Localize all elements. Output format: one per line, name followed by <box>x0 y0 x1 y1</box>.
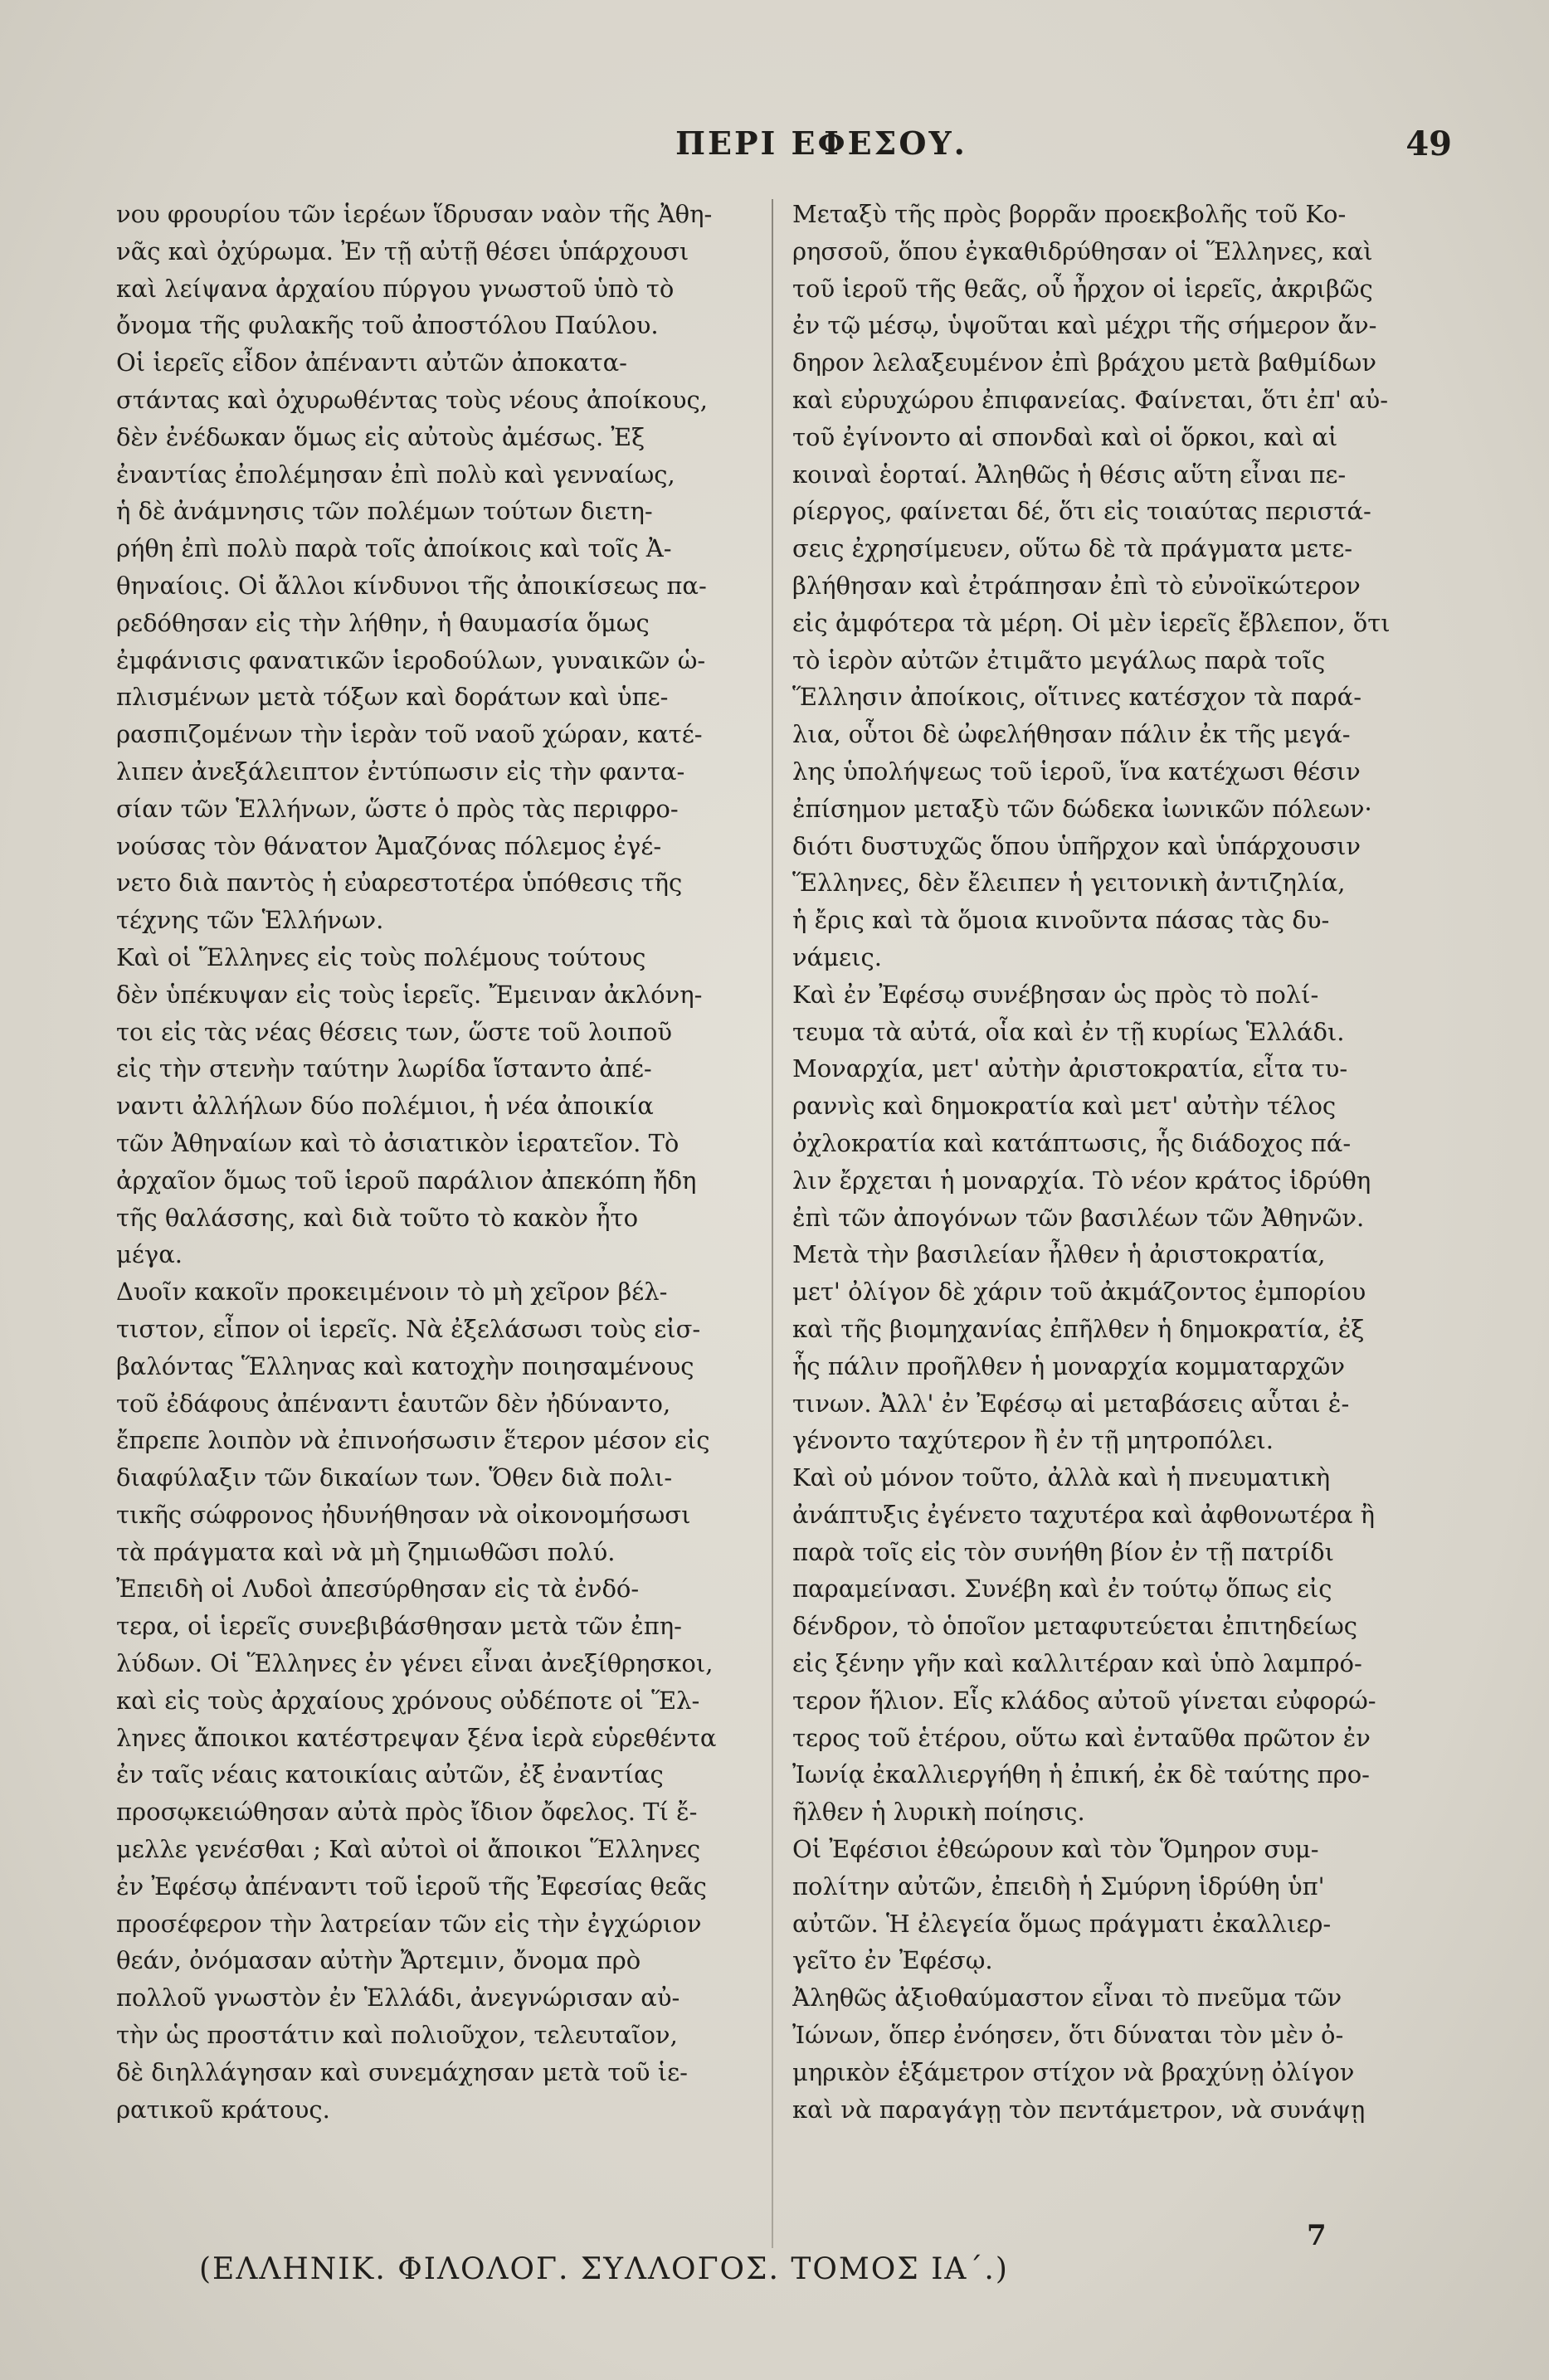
text-line: ὄνομα τῆς φυλακῆς τοῦ ἀποστόλου Παύλου. <box>116 311 659 340</box>
text-line: νου φρουρίου τῶν ἱερέων ἵδρυσαν ναὸν τῆς Ἀθη- <box>116 200 713 228</box>
left-text-column <box>116 196 772 2128</box>
text-line: ἐναντίας ἐπολέμησαν ἐπὶ πολὺ καὶ γενναίως, <box>116 460 675 489</box>
running-title: ΠΕΡΙ ΕΦΕΣΟΥ. <box>675 124 967 162</box>
text-line: λης ὑπολήψεως τοῦ ἱεροῦ, ἵνα κατέχωσι θέσιν <box>792 757 1361 786</box>
text-line: μετ' ὀλίγον δὲ χάριν τοῦ ἀκμάζοντος ἐμπορίου <box>792 1278 1366 1307</box>
page-footer <box>199 2219 1361 2302</box>
text-line: μελλε γενέσθαι ; Καὶ αὐτοὶ οἱ ἄποικοι Ἕλληνες <box>116 1835 701 1864</box>
text-line: τικῆς σώφρονος ἠδυνήθησαν νὰ οἰκονομήσωσι <box>116 1500 691 1529</box>
text-line: ρήθη ἐπὶ πολὺ παρὰ τοῖς ἀποίκοις καὶ τοῖς Ἀ- <box>116 534 672 563</box>
text-line: σεις ἐχρησίμευεν, οὕτω δὲ τὰ πράγματα μετε- <box>792 534 1353 563</box>
text-line: προσέφερον τὴν λατρείαν τῶν εἰς τὴν ἐγχώριον <box>116 1909 702 1938</box>
text-line: Μεταξὺ τῆς πρὸς βορρᾶν προεκβολῆς τοῦ Κο- <box>792 200 1347 228</box>
text-line: τινων. Ἀλλ' ἐν Ἐφέσῳ αἱ μεταβάσεις αὗται ἐ- <box>792 1389 1350 1418</box>
text-line: τοῦ ἐδάφους ἀπέναντι ἑαυτῶν δὲν ἠδύναντο, <box>116 1389 671 1418</box>
text-line: τὰ πράγματα καὶ νὰ μὴ ζημιωθῶσι πολύ. <box>116 1537 616 1566</box>
text-line: καὶ εἰς τοὺς ἀρχαίους χρόνους οὐδέποτε οἱ Ἕλ- <box>116 1686 700 1715</box>
text-line: ληνες ἄποικοι κατέστρεψαν ξένα ἱερὰ εὑρεθέντα <box>116 1723 717 1752</box>
text-line: δὲ διηλλάγησαν καὶ συνεμάχησαν μετὰ τοῦ ἱε- <box>116 2057 688 2086</box>
text-line: προσῳκειώθησαν αὐτὰ πρὸς ἴδιον ὄφελος. Τί ἔ- <box>116 1798 698 1827</box>
text-line: Ἕλλησιν ἀποίκοις, οἵτινες κατέσχον τὰ παρά- <box>792 683 1361 712</box>
text-line: ναντι ἀλλήλων δύο πολέμιοι, ἡ νέα ἀποικία <box>116 1092 654 1121</box>
text-line: κοιναὶ ἑορταί. Ἀληθῶς ἡ θέσις αὕτη εἶναι πε- <box>792 460 1347 489</box>
text-line: ἐπίσημον μεταξὺ τῶν δώδεκα ἰωνικῶν πόλεων· <box>792 794 1372 823</box>
text-line: τερος τοῦ ἑτέρου, οὕτω καὶ ἐνταῦθα πρῶτον ἐν <box>792 1723 1371 1752</box>
text-line: μηρικὸν ἑξάμετρον στίχον νὰ βραχύνῃ ὀλίγον <box>792 2057 1355 2086</box>
text-line: βλήθησαν καὶ ἐτράπησαν ἐπὶ τὸ εὐνοϊκώτερον <box>792 571 1361 600</box>
text-line: λιν ἔρχεται ἡ μοναρχία. Τὸ νέον κράτος ἱδρύθη <box>792 1166 1371 1195</box>
text-line: ἧς πάλιν προῆλθεν ἡ μοναρχία κομματαρχῶν <box>792 1351 1346 1380</box>
text-line: Ἀληθῶς ἀξιοθαύμαστον εἶναι τὸ πνεῦμα τῶν <box>792 1983 1342 2013</box>
text-line: λύδων. Οἱ Ἕλληνες ἐν γένει εἶναι ἀνεξίθρησκοι, <box>116 1649 714 1678</box>
text-line: διαφύλαξιν τῶν δικαίων των. Ὅθεν διὰ πολι- <box>116 1463 673 1492</box>
text-line: δὲν ἐνέδωκαν ὅμως εἰς αὐτοὺς ἀμέσως. Ἐξ <box>116 422 645 451</box>
text-line: καὶ λείψανα ἀρχαίου πύργου γνωστοῦ ὑπὸ τὸ <box>116 274 675 303</box>
text-line: ἐν τῷ μέσῳ, ὑψοῦται καὶ μέχρι τῆς σήμερον ἄν- <box>792 311 1377 340</box>
text-line: τιστον, εἶπον οἱ ἱερεῖς. Νὰ ἐξελάσωσι τοὺς εἰσ- <box>116 1314 701 1343</box>
text-line: ρατικοῦ κράτους. <box>116 2095 330 2124</box>
text-line: τέχνης τῶν Ἑλλήνων. <box>116 906 384 935</box>
text-line: τὴν ὡς προστάτιν καὶ πολιοῦχον, τελευταῖον, <box>116 2021 678 2050</box>
text-line: ἐν Ἐφέσῳ ἀπέναντι τοῦ ἱεροῦ τῆς Ἐφεσίας θεᾶς <box>116 1871 707 1901</box>
text-line: ρίεργος, φαίνεται δέ, ὅτι εἰς τοιαύτας περιστά- <box>792 497 1371 526</box>
text-line: ρεδόθησαν εἰς τὴν λήθην, ἡ θαυμασία ὅμως <box>116 608 650 637</box>
text-line: δένδρον, τὸ ὁποῖον μεταφυτεύεται ἐπιτηδείως <box>792 1612 1358 1641</box>
text-line: ραννὶς καὶ δημοκρατία καὶ μετ' αὐτὴν τέλος <box>792 1092 1337 1121</box>
text-line: νούσας τὸν θάνατον Ἀμαζόνας πόλεμος ἐγέ- <box>116 831 662 860</box>
text-line: τοῦ ἐγίνοντο αἱ σπονδαὶ καὶ οἱ ὅρκοι, καὶ αἱ <box>792 422 1338 451</box>
right-text-column <box>792 196 1448 2128</box>
text-line: Ἕλληνες, δὲν ἔλειπεν ἡ γειτονικὴ ἀντιζηλία, <box>792 869 1346 898</box>
text-line: βαλόντας Ἕλληνας καὶ κατοχὴν ποιησαμένους <box>116 1351 694 1380</box>
text-line: Μοναρχία, μετ' αὐτὴν ἀριστοκρατία, εἶτα τυ- <box>792 1054 1348 1083</box>
text-line: λια, οὗτοι δὲ ὠφελήθησαν πάλιν ἐκ τῆς μεγά- <box>792 720 1351 749</box>
volume-footnote: (ΕΛΛΗΝΙΚ. ΦΙΛΟΛΟΓ. ΣΥΛΛΟΓΟΣ. ΤΟΜΟΣ ΙΑ΄.) <box>199 2252 1009 2286</box>
text-line: Ἐπειδὴ οἱ Λυδοὶ ἀπεσύρθησαν εἰς τὰ ἐνδό- <box>116 1574 640 1604</box>
text-line: τῆς θαλάσσης, καὶ διὰ τοῦτο τὸ κακὸν ἦτο <box>116 1203 639 1232</box>
text-line: τὸ ἱερὸν αὐτῶν ἐτιμᾶτο μεγάλως παρὰ τοῖς <box>792 645 1326 674</box>
text-line: ἐπὶ τῶν ἀπογόνων τῶν βασιλέων τῶν Ἀθηνῶν. <box>792 1203 1365 1232</box>
page-number: 49 <box>1405 124 1452 163</box>
text-line: ῆλθεν ἡ λυρικὴ ποίησις. <box>792 1798 1085 1827</box>
text-line: νᾶς καὶ ὀχύρωμα. Ἐν τῇ αὐτῇ θέσει ὑπάρχουσι <box>116 236 689 265</box>
text-line: ἐμφάνισις φανατικῶν ἱεροδούλων, γυναικῶν ὡ- <box>116 645 706 674</box>
text-line: τερον ἥλιον. Εἷς κλάδος αὐτοῦ γίνεται εὐφορώ- <box>792 1686 1376 1715</box>
text-line: καὶ εὐρυχώρου ἐπιφανείας. Φαίνεται, ὅτι ἐπ' αὐ- <box>792 385 1389 414</box>
text-line: τοῦ ἱεροῦ τῆς θεᾶς, οὗ ἦρχον οἱ ἱερεῖς, ἀκριβῶς <box>792 274 1373 303</box>
text-line: λιπεν ἀνεξάλειπτον ἐντύπωσιν εἰς τὴν φαντα- <box>116 757 685 786</box>
text-line: νάμεις. <box>792 942 882 971</box>
text-line: ἡ δὲ ἀνάμνησις τῶν πολέμων τούτων διετη- <box>116 497 653 526</box>
text-line: πλισμένων μετὰ τόξων καὶ δοράτων καὶ ὑπε- <box>116 683 669 712</box>
text-line: θεάν, ὀνόμασαν αὐτὴν Ἄρτεμιν, ὄνομα πρὸ <box>116 1946 641 1975</box>
text-line: Καὶ ἐν Ἐφέσῳ συνέβησαν ὡς πρὸς τὸ πολί- <box>792 980 1319 1009</box>
text-line: ἐν ταῖς νέαις κατοικίαις αὐτῶν, ἐξ ἐναντίας <box>116 1760 664 1789</box>
text-line: στάντας καὶ ὀχυρωθέντας τοὺς νέους ἀποίκους, <box>116 385 708 414</box>
text-line: πολλοῦ γνωστὸν ἐν Ἑλλάδι, ἀνεγνώρισαν αὐ- <box>116 1983 680 2013</box>
text-line: ἡ ἔρις καὶ τὰ ὅμοια κινοῦντα πάσας τὰς δυ- <box>792 906 1330 935</box>
text-line: ρησσοῦ, ὅπου ἐγκαθιδρύθησαν οἱ Ἕλληνες, καὶ <box>792 236 1373 265</box>
text-line: τευμα τὰ αὐτά, οἷα καὶ ἐν τῇ κυρίως Ἑλλάδι. <box>792 1017 1345 1046</box>
text-line: ἔπρεπε λοιπὸν νὰ ἐπινοήσωσιν ἕτερον μέσον εἰς <box>116 1426 710 1455</box>
text-line: σίαν τῶν Ἑλλήνων, ὥστε ὁ πρὸς τὰς περιφρο- <box>116 794 679 823</box>
text-line: εἰς ἀμφότερα τὰ μέρη. Οἱ μὲν ἱερεῖς ἔβλεπον, ὅτι <box>792 608 1391 637</box>
text-line: Μετὰ τὴν βασιλείαν ἦλθεν ἡ ἀριστοκρατία, <box>792 1240 1326 1269</box>
text-line: ὀχλοκρατία καὶ κατάπτωσις, ἧς διάδοχος πά- <box>792 1128 1352 1157</box>
text-line: νετο διὰ παντὸς ἡ εὐαρεστοτέρα ὑπόθεσις τῆς <box>116 869 683 898</box>
column-divider <box>772 199 773 2248</box>
text-line: θηναίοις. Οἱ ἄλλοι κίνδυνοι τῆς ἀποικίσεως πα- <box>116 571 707 600</box>
text-line: Οἱ ἱερεῖς εἶδον ἀπέναντι αὐτῶν ἀποκατα- <box>116 348 627 377</box>
text-line: Δυοῖν κακοῖν προκειμένοιν τὸ μὴ χεῖρον βέλ- <box>116 1278 668 1307</box>
text-line: Καὶ οὐ μόνον τοῦτο, ἀλλὰ καὶ ἡ πνευματικὴ <box>792 1463 1331 1492</box>
text-line: δὲν ὑπέκυψαν εἰς τοὺς ἱερεῖς. Ἔμειναν ἀκλόνη- <box>116 980 703 1009</box>
text-line: δηρον λελαξευμένον ἐπὶ βράχου μετὰ βαθμίδων <box>792 348 1376 377</box>
text-line: πολίτην αὐτῶν, ἐπειδὴ ἡ Σμύρνη ἱδρύθη ὑπ' <box>792 1871 1325 1901</box>
text-line: ἀνάπτυξις ἐγένετο ταχυτέρα καὶ ἀφθονωτέρα ἢ <box>792 1500 1376 1529</box>
text-line: γεῖτο ἐν Ἐφέσῳ. <box>792 1946 993 1975</box>
text-line: παραμείνασι. Συνέβη καὶ ἐν τούτῳ ὅπως εἰς <box>792 1574 1332 1604</box>
text-line: Ἰώνων, ὅπερ ἐνόησεν, ὅτι δύναται τὸν μὲν ὀ- <box>792 2021 1344 2050</box>
text-line: καὶ τῆς βιομηχανίας ἐπῆλθεν ἡ δημοκρατία, ἐξ <box>792 1314 1365 1343</box>
text-line: Οἱ Ἐφέσιοι ἐθεώρουν καὶ τὸν Ὅμηρον συμ- <box>792 1835 1319 1864</box>
text-line: ρασπιζομένων τὴν ἱερὰν τοῦ ναοῦ χώραν, κατέ- <box>116 720 703 749</box>
page-header <box>108 124 1452 174</box>
text-line: ἀρχαῖον ὅμως τοῦ ἱεροῦ παράλιον ἀπεκόπη ἤδη <box>116 1166 697 1195</box>
text-line: εἰς τὴν στενὴν ταύτην λωρίδα ἵσταντο ἀπέ- <box>116 1054 652 1083</box>
text-line: Ἰωνίᾳ ἐκαλλιεργήθη ἡ ἐπική, ἐκ δὲ ταύτης προ- <box>792 1760 1370 1789</box>
signature-mark: 7 <box>1307 2219 1327 2252</box>
text-line: Καὶ οἱ Ἕλληνες εἰς τοὺς πολέμους τούτους <box>116 942 646 971</box>
text-line: διότι δυστυχῶς ὅπου ὑπῆρχον καὶ ὑπάρχουσιν <box>792 831 1361 860</box>
text-line: τερα, οἱ ἱερεῖς συνεβιβάσθησαν μετὰ τῶν ἐπη- <box>116 1612 682 1641</box>
text-line: αὐτῶν. Ἡ ἐλεγεία ὅμως πράγματι ἐκαλλιερ- <box>792 1909 1332 1938</box>
text-line: τῶν Ἀθηναίων καὶ τὸ ἀσιατικὸν ἱερατεῖον. Τὸ <box>116 1128 680 1157</box>
text-line: εἰς ξένην γῆν καὶ καλλιτέραν καὶ ὑπὸ λαμπρό- <box>792 1649 1362 1678</box>
text-line: μέγα. <box>116 1240 183 1269</box>
text-line: τοι εἰς τὰς νέας θέσεις των, ὥστε τοῦ λοιποῦ <box>116 1017 673 1046</box>
text-line: γένοντο ταχύτερον ἢ ἐν τῇ μητροπόλει. <box>792 1426 1274 1455</box>
text-line: καὶ νὰ παραγάγῃ τὸν πεντάμετρον, νὰ συνάψῃ <box>792 2095 1366 2124</box>
text-line: παρὰ τοῖς εἰς τὸν συνήθη βίον ἐν τῇ πατρίδι <box>792 1537 1334 1566</box>
